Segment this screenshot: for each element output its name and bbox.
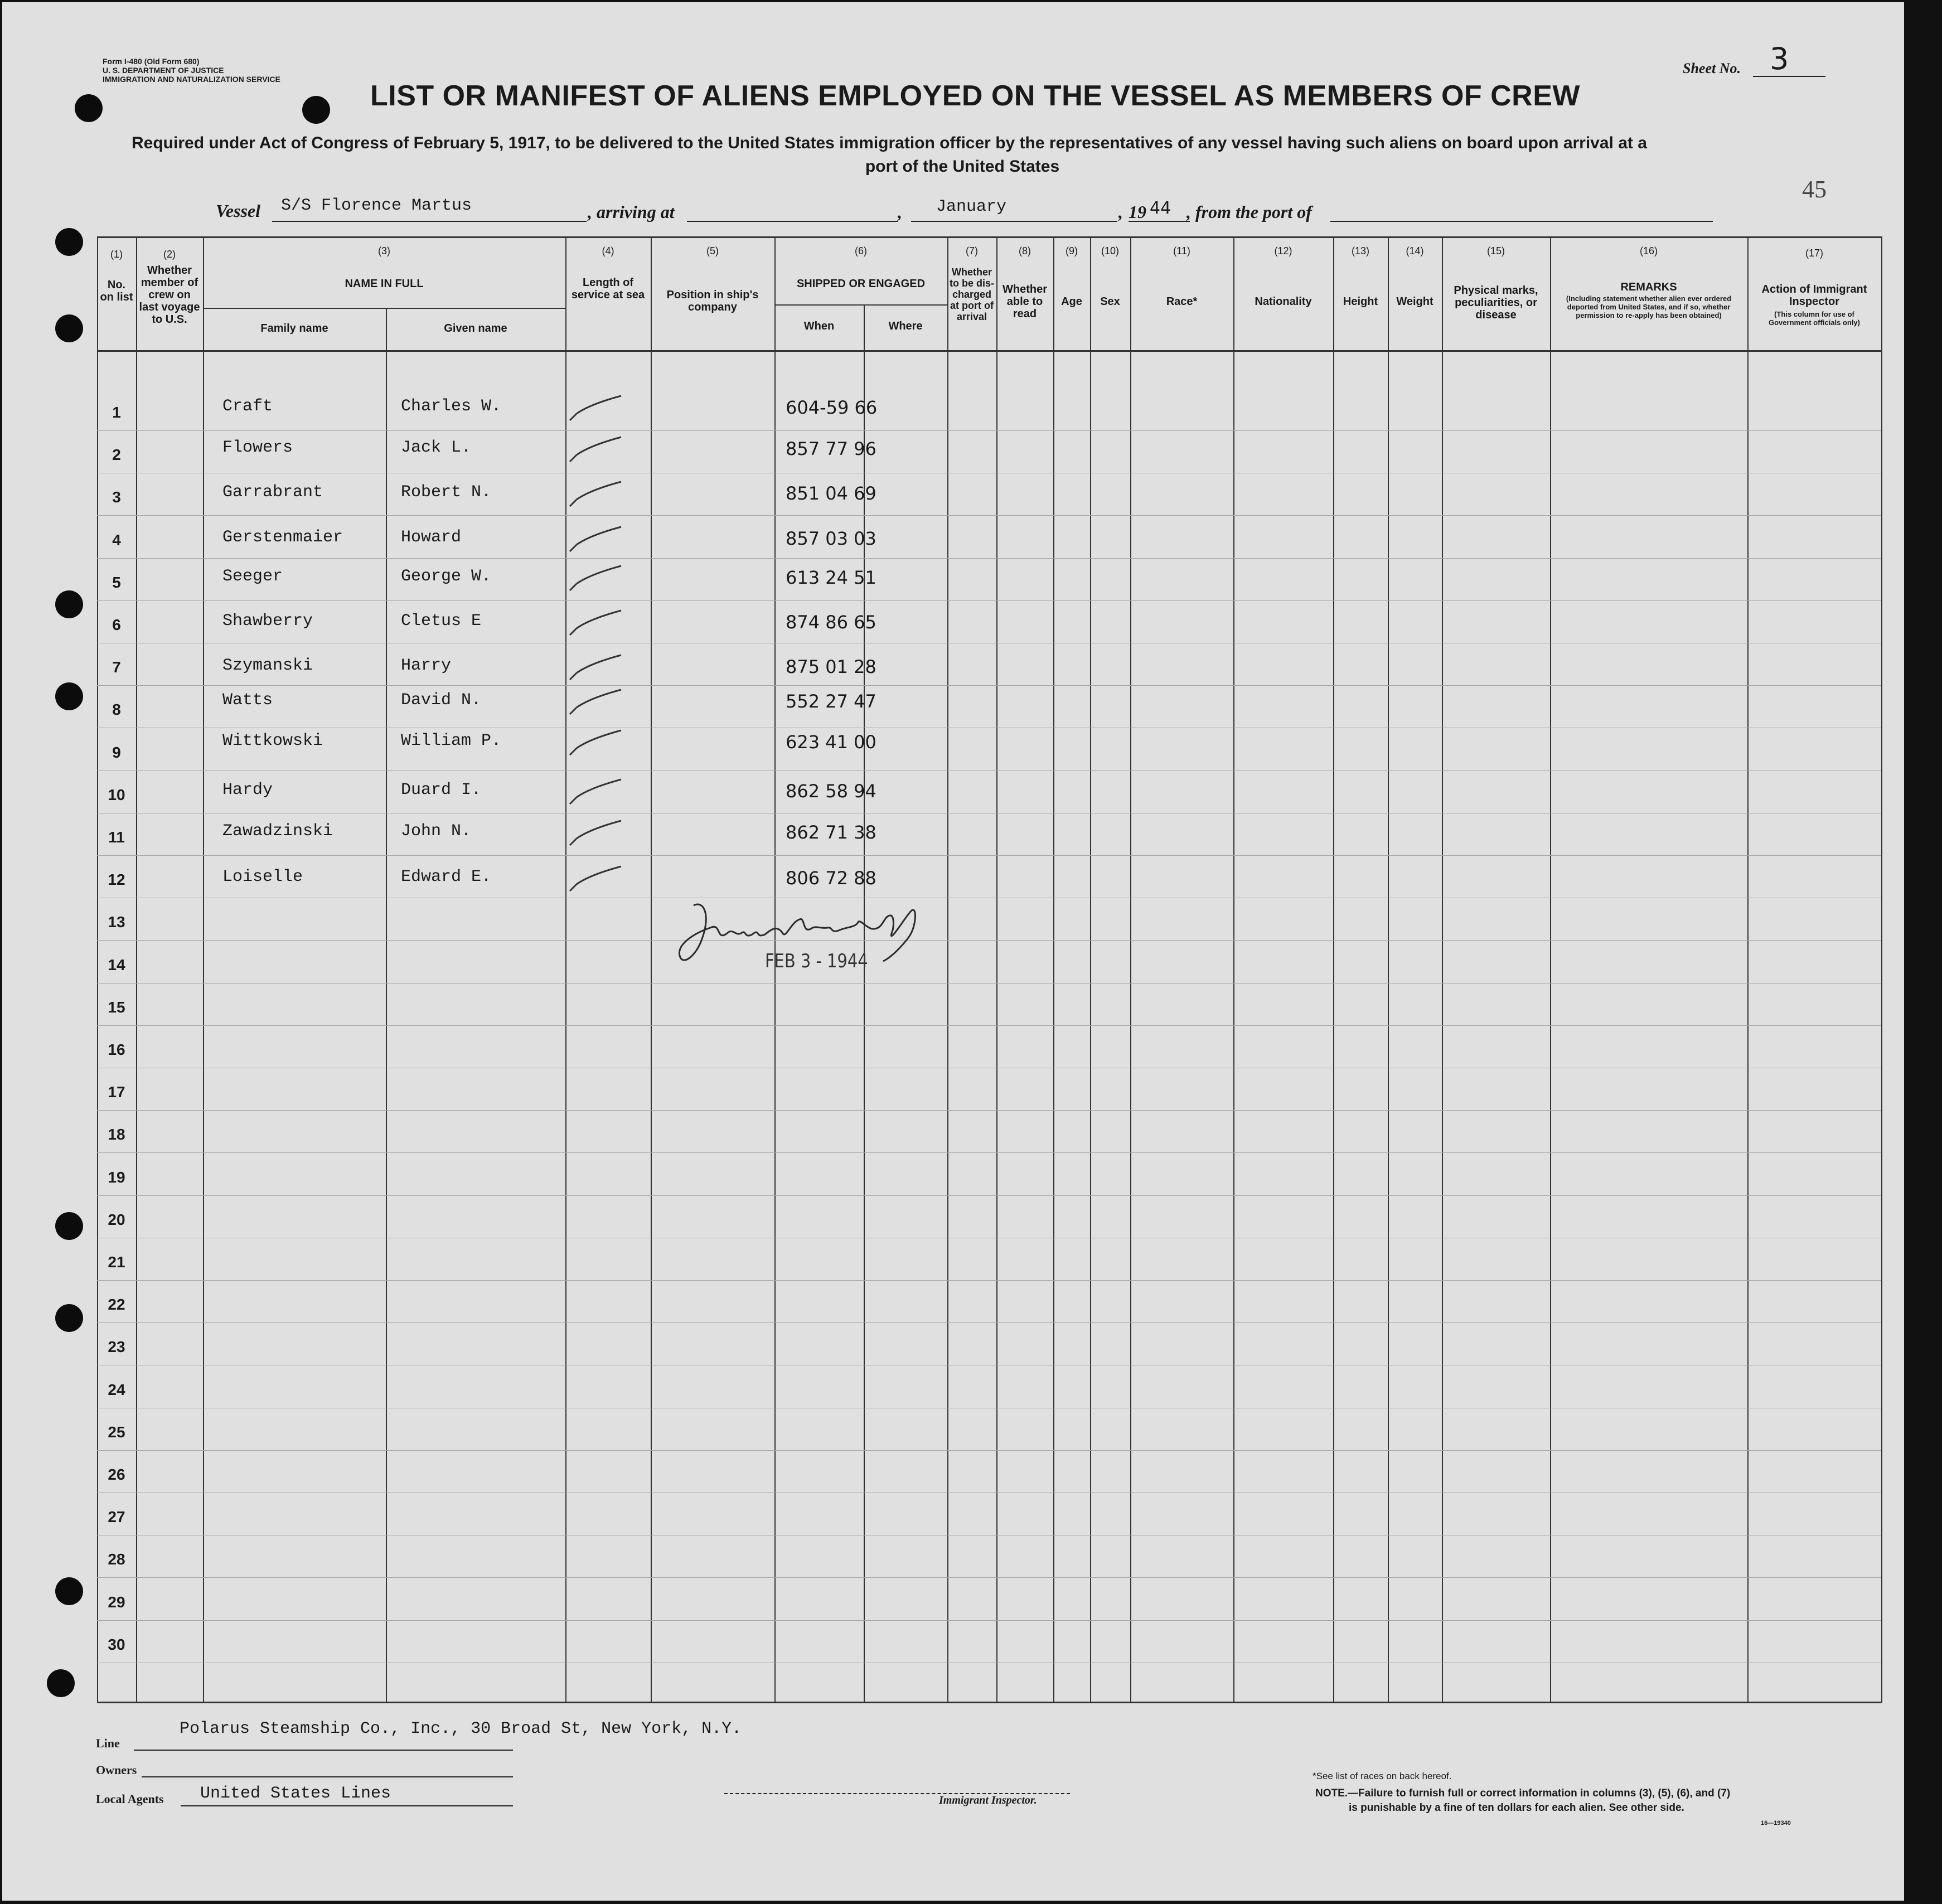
row-number: 19 (108, 1169, 125, 1186)
given-name-cell: John N. (401, 822, 472, 841)
col-line (1130, 236, 1131, 1703)
col-header-position: Position in ship's company (666, 289, 759, 313)
col-line (97, 236, 98, 1703)
month-underline (911, 221, 1117, 222)
check-mark (565, 651, 627, 684)
check-mark (565, 561, 627, 595)
owners-label: Owners (96, 1763, 137, 1777)
punch-hole (55, 590, 83, 618)
given-name-cell: William P. (401, 731, 502, 750)
family-name-cell: Shawberry (222, 612, 313, 631)
col-line (203, 236, 204, 1703)
given-name-cell: Jack L. (401, 438, 472, 457)
row-rule (97, 1280, 1881, 1281)
check-mark (565, 775, 627, 808)
row-number: 8 (112, 701, 121, 718)
check-mark (565, 391, 627, 425)
vessel-label: Vessel (216, 201, 260, 221)
service: IMMIGRATION AND NATURALIZATION SERVICE (103, 75, 280, 84)
arrival-month: January (936, 197, 1007, 216)
given-name-cell: Robert N. (401, 483, 492, 502)
row-rule (97, 1450, 1881, 1451)
row-number: 14 (108, 956, 125, 973)
col-header-sex: Sex (1100, 295, 1120, 308)
given-name-cell: Howard (401, 528, 462, 547)
col-num-7: (7) (966, 245, 978, 256)
row-rule (97, 855, 1881, 856)
row-rule (97, 1322, 1881, 1323)
punch-hole (55, 1304, 83, 1332)
agents-underline (181, 1805, 513, 1806)
check-mark (565, 816, 627, 850)
comma-separator: , (898, 202, 902, 222)
shipped-when-cell: 862 58 94 (786, 781, 876, 802)
form-id: Form I-480 (Old Form 680) (103, 57, 200, 66)
col-num-6: (6) (855, 245, 867, 256)
col-line (1881, 236, 1882, 1703)
row-rule (97, 515, 1881, 516)
row-rule (97, 983, 1881, 984)
col-num-9: (9) (1066, 245, 1078, 256)
row-number: 11 (108, 829, 125, 846)
family-name-cell: Hardy (222, 781, 273, 800)
row-number: 1 (112, 404, 121, 421)
subtitle-line-2: port of the United States (865, 157, 1060, 176)
vessel-name: S/S Florence Martus (281, 196, 472, 215)
shipped-when-cell: 874 86 65 (786, 612, 876, 633)
row-number: 23 (108, 1338, 125, 1355)
col-line (1388, 236, 1389, 1703)
year-separator: , (1118, 202, 1123, 222)
row-number: 15 (108, 999, 125, 1016)
row-number: 21 (108, 1253, 125, 1271)
col-header-age: Age (1061, 295, 1082, 308)
agents-value: United States Lines (200, 1784, 391, 1803)
from-port-label: , from the port of (1186, 202, 1312, 222)
col-line (1550, 236, 1551, 1703)
col-line (1747, 236, 1749, 1703)
row-number: 3 (112, 488, 121, 506)
subheader-given: Given name (444, 322, 507, 335)
line-label: Line (96, 1736, 120, 1750)
sheet-number: 3 (1770, 41, 1789, 76)
shipped-header-divider (774, 304, 947, 306)
check-mark (565, 685, 627, 719)
shipped-when-cell: 552 27 47 (786, 691, 876, 712)
row-rule (97, 600, 1881, 601)
shipped-when-cell: 613 24 51 (786, 567, 876, 588)
row-rule (97, 1025, 1881, 1026)
row-rule (97, 1577, 1881, 1578)
col-line (1333, 236, 1334, 1703)
shipped-when-cell: 851 04 69 (786, 483, 876, 504)
races-note: *See list of races on back hereof. (1313, 1771, 1452, 1781)
col-line (136, 236, 137, 1703)
punch-hole (55, 1577, 83, 1605)
family-name-cell: Szymanski (222, 656, 313, 675)
col-num-2: (2) (163, 249, 176, 260)
family-name-cell: Flowers (222, 438, 293, 457)
remarks-note: (Including statement whether alien ever ordered deported from United States, and if so, whether permission to re-apply has been obtained) (1566, 294, 1732, 319)
line-underline (134, 1750, 513, 1751)
check-mark (565, 522, 627, 556)
col-header-discharged: Whether to be dis-charged at port of arrival (950, 267, 994, 322)
check-mark (565, 726, 627, 759)
subheader-where: Where (888, 320, 923, 332)
family-name-cell: Gerstenmaier (222, 528, 343, 547)
header-bottom-border (97, 350, 1881, 352)
row-number: 5 (112, 574, 121, 591)
punch-hole (55, 682, 83, 710)
note-line-2: is punishable by a fine of ten dollars for each alien. See other side. (1349, 1802, 1684, 1814)
col-num-5: (5) (706, 245, 719, 256)
family-name-cell: Craft (222, 397, 273, 416)
col-header-no-on-list: No. on list (100, 279, 133, 303)
check-mark (565, 477, 627, 511)
col-line (651, 236, 652, 1703)
subtitle-line-1: Required under Act of Congress of February 5, 1917, to be delivered to the United States immigration officer by the representatives of any vessel having such aliens on board upon arrival at a (132, 134, 1647, 152)
col-line (1233, 236, 1234, 1703)
row-number: 7 (112, 658, 121, 676)
row-number: 28 (108, 1551, 125, 1568)
row-number: 10 (108, 786, 125, 803)
col-header-height: Height (1343, 295, 1378, 308)
punch-hole (302, 96, 330, 124)
arriving-label: , arriving at (588, 202, 675, 222)
punch-hole (47, 1669, 75, 1697)
check-mark (565, 433, 627, 466)
col-header-physical-marks: Physical marks, peculiarities, or disease (1454, 284, 1538, 321)
row-number: 13 (108, 913, 125, 931)
row-number: 18 (108, 1126, 125, 1143)
row-number: 4 (112, 531, 121, 549)
shipped-when-cell: 806 72 88 (786, 868, 876, 889)
subheader-family: Family name (260, 322, 328, 335)
row-number: 2 (112, 446, 121, 463)
col-line (386, 308, 387, 1703)
col-header-weight: Weight (1396, 295, 1434, 308)
col-header-nationality: Nationality (1255, 295, 1312, 308)
row-number: 9 (112, 744, 121, 761)
agents-label: Local Agents (96, 1792, 164, 1806)
form-id-block (103, 57, 314, 84)
col-num-14: (14) (1406, 245, 1424, 256)
shipped-when-cell: 875 01 28 (786, 656, 876, 677)
col-line (996, 236, 997, 1703)
row-rule (97, 1195, 1881, 1196)
col-num-10: (10) (1101, 245, 1119, 256)
punch-hole (75, 94, 103, 122)
manifest-sheet (2, 2, 1904, 1901)
shipped-when-cell: 857 77 96 (786, 438, 876, 459)
name-header-divider (203, 308, 565, 309)
col-header-inspector: Action of Immigrant Inspector (1761, 283, 1867, 308)
given-name-cell: Charles W. (401, 397, 502, 416)
owners-underline (142, 1776, 513, 1777)
col-num-3: (3) (378, 245, 390, 256)
note-line-1: NOTE.—Failure to furnish full or correct information in columns (3), (5), (6), and (7) (1315, 1787, 1731, 1799)
received-stamp-date: FEB 3 - 1944 (765, 950, 868, 972)
row-rule (97, 1620, 1881, 1621)
given-name-cell: David N. (401, 691, 482, 710)
col-num-8: (8) (1019, 245, 1031, 256)
row-number: 30 (108, 1636, 125, 1653)
row-number: 16 (108, 1041, 125, 1058)
family-name-cell: Zawadzinski (222, 822, 333, 841)
given-name-cell: Edward E. (401, 868, 492, 886)
col-header-able-read: Whether able to read (1003, 283, 1047, 320)
row-number: 17 (108, 1083, 125, 1101)
given-name-cell: Harry (401, 656, 452, 675)
row-rule (97, 685, 1881, 686)
family-name-cell: Garrabrant (222, 483, 323, 502)
col-line (1090, 236, 1091, 1703)
col-num-1: (1) (110, 249, 123, 260)
col-header-remarks: REMARKS (1620, 281, 1677, 293)
shipped-when-cell: 604-59 66 (786, 397, 878, 418)
row-number: 27 (108, 1508, 125, 1525)
inspector-label: Immigrant Inspector. (939, 1794, 1037, 1806)
row-rule (97, 1152, 1881, 1153)
from-port-underline (1330, 221, 1713, 222)
subheader-when: When (803, 320, 835, 332)
col-header-last-voyage: Whether member of crew on last voyage to U.S. (139, 264, 200, 326)
row-number: 22 (108, 1296, 125, 1313)
check-mark (565, 862, 627, 895)
col-num-17: (17) (1805, 248, 1823, 259)
row-number: 6 (112, 616, 121, 633)
row-rule (97, 940, 1881, 941)
row-number: 25 (108, 1423, 125, 1441)
department: U. S. DEPARTMENT OF JUSTICE (103, 66, 224, 75)
col-line (1053, 236, 1054, 1703)
shipped-when-cell: 857 03 03 (786, 528, 876, 549)
col-header-name: NAME IN FULL (345, 278, 424, 290)
shipped-when-cell: 862 71 38 (786, 822, 876, 843)
col-num-16: (16) (1639, 245, 1658, 256)
line-value: Polarus Steamship Co., Inc., 30 Broad St, New York, N.Y. (180, 1719, 742, 1738)
col-num-4: (4) (602, 245, 614, 256)
row-rule (97, 1110, 1881, 1111)
year-value: 44 (1150, 198, 1171, 218)
row-number: 29 (108, 1593, 125, 1611)
row-number: 24 (108, 1381, 125, 1398)
table-top-border (97, 236, 1881, 238)
family-name-cell: Wittkowski (222, 731, 323, 750)
family-name-cell: Seeger (222, 567, 283, 586)
page-title: LIST OR MANIFEST OF ALIENS EMPLOYED ON THE VESSEL AS MEMBERS OF CREW (370, 80, 1580, 112)
row-number: 20 (108, 1211, 125, 1228)
shipped-when-cell: 623 41 00 (786, 731, 876, 753)
given-name-cell: George W. (401, 567, 492, 586)
row-number: 26 (108, 1466, 125, 1483)
col-header-shipped: SHIPPED OR ENGAGED (796, 278, 926, 290)
given-name-cell: Cletus E (401, 612, 482, 631)
col-line (1442, 236, 1443, 1703)
sheet-label: Sheet No. (1683, 60, 1741, 76)
inspector-note: (This column for use of Government officials only) (1769, 310, 1860, 327)
col-num-11: (11) (1173, 245, 1190, 256)
arriving-underline (687, 221, 898, 222)
row-rule (97, 430, 1881, 431)
family-name-cell: Loiselle (222, 868, 303, 886)
punch-hole (55, 228, 83, 256)
punch-hole (55, 1212, 83, 1240)
vessel-underline (272, 221, 587, 222)
year-prefix: 19 (1129, 202, 1146, 222)
row-number: 12 (108, 871, 125, 888)
punch-hole (55, 314, 83, 342)
check-mark (565, 606, 627, 639)
sheet-number-underline (1753, 76, 1825, 77)
table-bottom-border (97, 1702, 1881, 1703)
year-underline (1129, 221, 1190, 222)
col-header-race: Race* (1166, 295, 1198, 308)
col-header-length-service: Length of service at sea (571, 277, 645, 301)
family-name-cell: Watts (222, 691, 273, 710)
col-num-13: (13) (1351, 245, 1369, 256)
page-number: 45 (1802, 176, 1827, 203)
col-num-15: (15) (1486, 245, 1505, 256)
row-rule (97, 558, 1881, 559)
col-num-12: (12) (1274, 245, 1292, 256)
form-code: 16—19340 (1761, 1820, 1791, 1827)
given-name-cell: Duard I. (401, 781, 482, 800)
